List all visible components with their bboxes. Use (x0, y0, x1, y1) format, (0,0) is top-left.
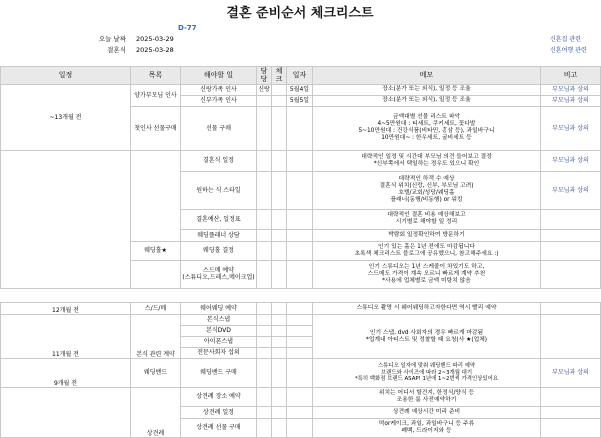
checklist-table-lower (0, 302, 601, 438)
check-cell[interactable] (272, 229, 287, 241)
owner-cell[interactable] (257, 419, 272, 438)
owner-cell[interactable] (257, 171, 272, 209)
category-cell[interactable] (131, 260, 181, 288)
note-cell[interactable] (541, 388, 601, 407)
category-cell[interactable] (131, 150, 181, 241)
check-cell[interactable] (272, 303, 287, 315)
task-cell[interactable]: 스드메 예약 (스튜디오,드레스,메이크업) (181, 260, 257, 288)
memo-cell[interactable]: 위치는 어디서 할건지, 한정식/양식 등 조용한 룸 사전예약하기 (313, 388, 541, 407)
memo-cell[interactable]: 인기 스튜디오는 1년 스케줄이 차있기도 하고, 스드메도 가격이 계속 오르니 빠르게 계약 추천 *사용에 업체별로 금액 미탕치 않음 (313, 260, 541, 288)
category-cell[interactable]: 웨딩홀★ (131, 241, 181, 260)
date-cell[interactable] (287, 150, 313, 171)
header-note[interactable]: 비고 (541, 67, 601, 85)
check-cell[interactable] (272, 388, 287, 407)
owner-cell[interactable] (257, 95, 272, 106)
header-check[interactable]: 체크 (272, 67, 287, 85)
memo-cell[interactable]: 인기 스냅, dvd 사회자의 경우 빠르게 마감됨 *업계내 아티스트 및 정찰할 때 요청(사 ★(업체) (313, 315, 541, 359)
check-cell[interactable] (272, 326, 287, 337)
date-cell[interactable] (287, 315, 313, 326)
check-cell[interactable] (272, 209, 287, 229)
category-cell[interactable]: 웨딩밴드 (131, 359, 181, 388)
table-row (1, 84, 601, 95)
check-cell[interactable] (272, 171, 287, 209)
task-cell[interactable]: 본식스냅 (181, 315, 257, 326)
note-cell[interactable] (541, 407, 601, 419)
date-cell[interactable] (287, 359, 313, 388)
memo-cell[interactable]: 장소(분가 또는 외식), 일정 등 조율 (313, 95, 541, 106)
note-cell[interactable] (541, 209, 601, 229)
owner-cell[interactable] (257, 388, 272, 407)
check-cell[interactable] (272, 150, 287, 171)
header-owner[interactable]: 담당 (257, 67, 272, 85)
date-cell[interactable] (287, 407, 313, 419)
wedding-date-label: 결혼식 (107, 46, 126, 54)
task-cell[interactable]: 전문사회자 섭외 (181, 348, 257, 359)
task-cell[interactable]: 아이폰스냅 (181, 337, 257, 348)
owner-cell[interactable] (257, 150, 272, 171)
memo-cell[interactable]: 스튜디오 일자에 맞춰 웨딩밴드 파리 예약 브랜드와 사이즈에 따라 2~3개월 대기 *특히 백화점 브랜드 ASAP! 1년에 1~2번씩 가격인상있어요 (313, 359, 541, 388)
check-cell[interactable] (272, 419, 287, 438)
date-cell[interactable] (287, 326, 313, 337)
info-panel (0, 22, 600, 58)
date-cell[interactable] (287, 303, 313, 315)
task-cell[interactable]: 신부가족 인사 (181, 95, 257, 106)
memo-cell[interactable]: 상견례 예상시간 미리 준비 (313, 407, 541, 419)
owner-cell[interactable]: 신랑 (257, 84, 272, 95)
category-cell[interactable]: 상견례 (131, 388, 181, 438)
period-cell[interactable]: 12개월 전 (1, 303, 131, 315)
memo-cell[interactable]: 대략적인 결혼 비용 예상해보고 시기별로 해야할 일 정리 (313, 209, 541, 229)
d-day-counter: D-77 (178, 23, 197, 32)
note-cell[interactable] (541, 303, 601, 315)
task-cell[interactable]: 웨딩플래너 상담 (181, 229, 257, 241)
check-cell[interactable] (272, 337, 287, 348)
task-cell[interactable]: 결혼식 일정 (181, 150, 257, 171)
check-cell[interactable] (272, 241, 287, 260)
task-cell[interactable]: 신랑가족 인사 (181, 84, 257, 95)
task-cell[interactable]: 원하는 식 스타일 (181, 171, 257, 209)
category-cell[interactable]: 본식 관련 계약 (131, 315, 181, 359)
task-cell[interactable]: 상견례 선물 구매 (181, 419, 257, 438)
today-label: 오늘 날짜 (98, 35, 126, 43)
note-cell[interactable]: 부모님과 상의 (541, 150, 601, 171)
header-date[interactable]: 일자 (287, 67, 313, 85)
task-cell[interactable]: 웨딩밴드 구매 (181, 359, 257, 388)
owner-cell[interactable] (257, 209, 272, 229)
header-category[interactable]: 목록 (131, 67, 181, 85)
header-period[interactable]: 일정 (1, 67, 131, 85)
wedding-date-value[interactable]: 2025-03-28 (136, 45, 174, 54)
memo-cell[interactable]: 대략적인 하객 수 예상 결혼식 위치(신랑, 신부, 부모님 고려) 호텔/교회/성당/웨딩홀 플래너(동행/비동행) or 워킹 (313, 171, 541, 209)
category-cell[interactable]: 스/드/메 (131, 303, 181, 315)
owner-cell[interactable] (257, 348, 272, 359)
page-title: 결혼 준비순서 체크리스트 (226, 5, 374, 21)
date-cell[interactable]: 5월5일 (287, 95, 313, 106)
check-cell[interactable] (272, 315, 287, 326)
header-memo[interactable]: 메모 (313, 67, 541, 85)
note-cell[interactable]: 부모님과 상의 (541, 171, 601, 209)
table-row (1, 150, 601, 171)
note-cell[interactable]: 부모님과 상의 (541, 95, 601, 106)
task-cell[interactable]: 선물 구매 (181, 106, 257, 150)
date-cell[interactable] (287, 388, 313, 407)
task-cell[interactable]: 상견례 장소 예약 (181, 388, 257, 407)
owner-cell[interactable] (257, 241, 272, 260)
date-cell[interactable] (287, 348, 313, 359)
check-cell[interactable] (272, 106, 287, 150)
memo-cell[interactable]: 금액대별 선물 리스트 파악 4~5만원대 : 티세트, 쿠키세트, 꽃다발 5~10만원대 : 건강식품(비타민, 홍삼 등), 과일바구니 10만원대~ : 한우세트, 굴비세트 등 (313, 106, 541, 150)
check-cell[interactable] (272, 95, 287, 106)
memo-cell[interactable]: 떡or케이크, 과일, 과일바구니 등 주류 폐백, 드라이지와 등 (313, 419, 541, 438)
period-cell[interactable]: ~13개월 전 (1, 84, 131, 150)
header-task[interactable]: 해야할 일 (181, 67, 257, 85)
table-row (1, 303, 601, 315)
header-row (1, 67, 601, 85)
task-cell[interactable]: 본식DVD (181, 326, 257, 337)
right-note-housing: 신혼집 관련 (550, 36, 581, 43)
right-note-honeymoon: 신혼여행 관련 (550, 47, 587, 54)
date-cell[interactable] (287, 106, 313, 150)
check-cell[interactable] (272, 260, 287, 288)
task-cell[interactable]: 결혼예산, 일정표 (181, 209, 257, 229)
table-row (1, 315, 601, 326)
today-value[interactable]: 2025-03-29 (136, 34, 174, 43)
task-cell[interactable]: 웨어웨딩 예약 (181, 303, 257, 315)
note-cell[interactable]: 부모님과 상의 (541, 359, 601, 388)
category-cell[interactable]: 첫인사 선물구매 (131, 106, 181, 150)
note-cell[interactable] (541, 315, 601, 359)
date-cell[interactable] (287, 260, 313, 288)
check-cell[interactable] (272, 348, 287, 359)
owner-cell[interactable] (257, 303, 272, 315)
note-cell[interactable] (541, 241, 601, 260)
check-cell[interactable] (272, 407, 287, 419)
owner-cell[interactable] (257, 106, 272, 150)
date-cell[interactable] (287, 229, 313, 241)
table-row (1, 359, 601, 388)
memo-cell[interactable]: 인기 있는 홀은 1년 전에도 마감됩니다 초록색 체크리스트 블로그에 공유했으니, 참고해주세요 :) (313, 241, 541, 260)
owner-cell[interactable] (257, 326, 272, 337)
memo-cell[interactable]: 장소(분가 또는 외식), 일정 등 조율 (313, 84, 541, 95)
period-cell[interactable] (1, 150, 131, 288)
memo-cell[interactable]: 대략적인 일정 및 시간대 부모님 의견 들어보고 결정 *신부쪽에서 택일하는 경우도 있으니 확인 (313, 150, 541, 171)
check-cell[interactable] (272, 84, 287, 95)
owner-cell[interactable] (257, 407, 272, 419)
owner-cell[interactable] (257, 315, 272, 326)
period-cell[interactable]: 11개월 전 (1, 315, 131, 359)
owner-cell[interactable] (257, 260, 272, 288)
note-cell[interactable] (541, 229, 601, 241)
owner-cell[interactable] (257, 337, 272, 348)
category-cell[interactable]: 양가부모님 인사 (131, 84, 181, 106)
date-cell[interactable] (287, 241, 313, 260)
date-cell[interactable]: 5월4일 (287, 84, 313, 95)
period-cell[interactable]: 9개월 전 (1, 359, 131, 388)
note-cell[interactable] (541, 260, 601, 288)
date-cell[interactable] (287, 419, 313, 438)
table-row (1, 388, 601, 407)
check-cell[interactable] (272, 359, 287, 388)
memo-cell[interactable]: 스튜디오 촬영 시 웨어웨딩하고자한다면 역시 빨리 예약 (313, 303, 541, 315)
owner-cell[interactable] (257, 359, 272, 388)
owner-cell[interactable] (257, 229, 272, 241)
task-cell[interactable]: 웨딩홀 결정 (181, 241, 257, 260)
date-cell[interactable] (287, 337, 313, 348)
date-cell[interactable] (287, 209, 313, 229)
period-cell[interactable] (1, 388, 131, 438)
checklist-table (0, 66, 601, 289)
note-cell[interactable]: 부모님과 상의 (541, 106, 601, 150)
memo-cell[interactable]: 박람회 일정확인하여 방문하기 (313, 229, 541, 241)
task-cell[interactable]: 상견례 일정 (181, 407, 257, 419)
note-cell[interactable]: 부모님과 상의 (541, 84, 601, 95)
note-cell[interactable] (541, 419, 601, 438)
date-cell[interactable] (287, 171, 313, 209)
